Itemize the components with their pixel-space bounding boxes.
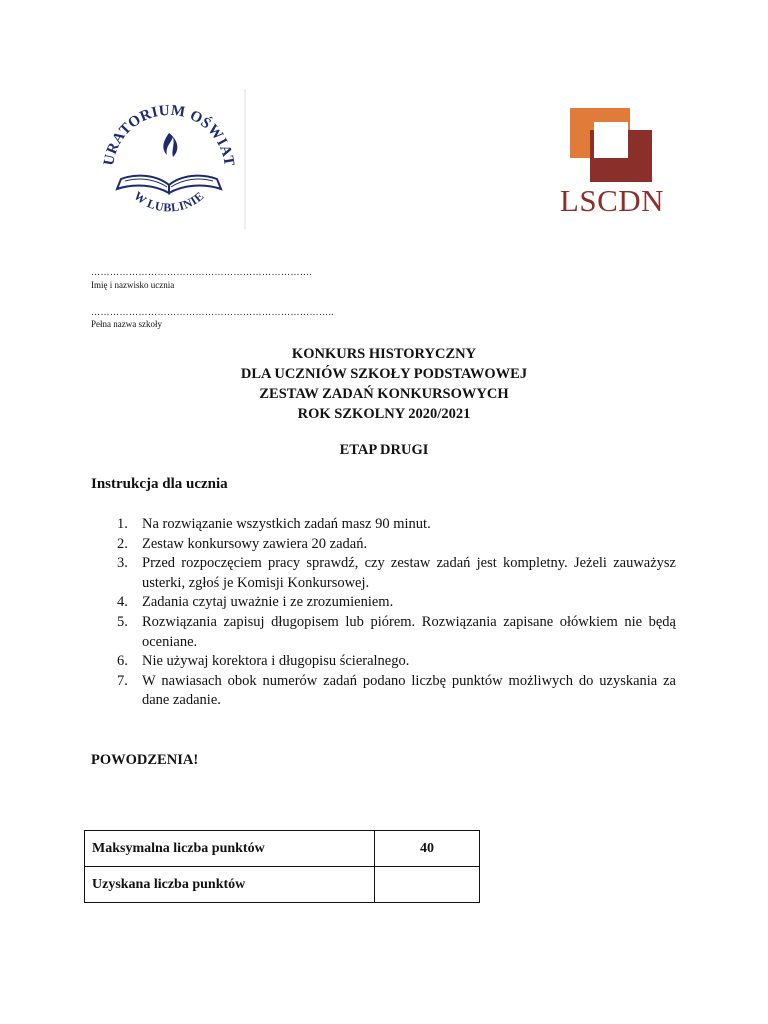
- table-row: [85, 867, 480, 903]
- logo-lscdn-text: LSCDN: [559, 183, 665, 213]
- list-item-text: W nawiasach obok numerów zadań podano liczbę punktów możliwych do uzyskania za dane zadanie.: [142, 672, 676, 709]
- list-item-text: Rozwiązania zapisuj długopisem lub piórem. Rozwiązania zapisane ołówkiem nie będą oceniane.: [142, 613, 676, 650]
- svg-text:KURATORIUM OŚWIATY: [91, 89, 237, 168]
- instructions-list: [96, 515, 676, 711]
- stage-title: ETAP DRUGI: [339, 442, 429, 458]
- flame-icon: [163, 133, 177, 157]
- max-points-value: 40: [375, 831, 480, 867]
- list-item: [96, 515, 676, 535]
- list-item-number: 7.: [117, 672, 128, 689]
- list-item-text: Zestaw konkursowy zawiera 20 zadań.: [142, 535, 368, 552]
- closing-text: POWODZENIA!: [91, 752, 199, 768]
- book-icon: [117, 176, 221, 193]
- list-item: [96, 535, 676, 555]
- student-name-line[interactable]: …………………………………………………………….: [91, 267, 313, 277]
- list-item: [96, 672, 676, 711]
- list-item-text: Nie używaj korektora i długopisu ścieralnego.: [142, 653, 410, 670]
- logo-text-top: URATORIUM OŚWIAT: [101, 102, 237, 168]
- table-row: [85, 831, 480, 867]
- title-line-3: ZESTAW ZADAŃ KONKURSOWYCH: [259, 386, 509, 402]
- lscdn-logo: [550, 108, 675, 213]
- student-name-label: Imię i nazwisko ucznia: [91, 280, 175, 290]
- title-block: [0, 344, 768, 424]
- list-item-number: 5.: [117, 613, 128, 630]
- list-item: [96, 652, 676, 672]
- school-name-label: Pełna nazwa szkoły: [91, 319, 162, 329]
- title-line-4: ROK SZKOLNY 2020/2021: [297, 406, 471, 422]
- points-table: [84, 830, 480, 903]
- title-line-2: DLA UCZNIÓW SZKOŁY PODSTAWOWEJ: [240, 366, 528, 382]
- list-item-number: 1.: [117, 516, 128, 532]
- list-item-number: 2.: [117, 535, 128, 552]
- instructions-heading: Instrukcja dla ucznia: [91, 476, 228, 492]
- kuratorium-logo: [91, 89, 247, 229]
- list-item-number: 4.: [117, 594, 128, 611]
- list-item-text: Zadania czytaj uważnie i ze zrozumieniem.: [142, 594, 394, 611]
- list-item: [96, 554, 676, 593]
- list-item-text: Na rozwiązanie wszystkich zadań masz 90 minut.: [142, 516, 431, 532]
- list-item-number: 3.: [117, 555, 128, 572]
- obtained-points-label: Uzyskana liczba punktów: [85, 867, 375, 903]
- list-item-number: 6.: [117, 653, 128, 670]
- list-item: [96, 593, 676, 613]
- max-points-label: Maksymalna liczba punktów: [85, 831, 375, 867]
- obtained-points-value[interactable]: [375, 867, 480, 903]
- school-name-line[interactable]: …………………………………………………………………..: [91, 307, 334, 317]
- list-item-text: Przed rozpoczęciem pracy sprawdź, czy zestaw zadań jest kompletny. Jeżeli zauważysz usterki, zgłoś je Komisji Konkursowej.: [142, 555, 676, 591]
- title-line-1: KONKURS HISTORYCZNY: [291, 346, 477, 362]
- list-item: [96, 613, 676, 652]
- logo-text-bottom: W LUBLINIE: [131, 188, 207, 215]
